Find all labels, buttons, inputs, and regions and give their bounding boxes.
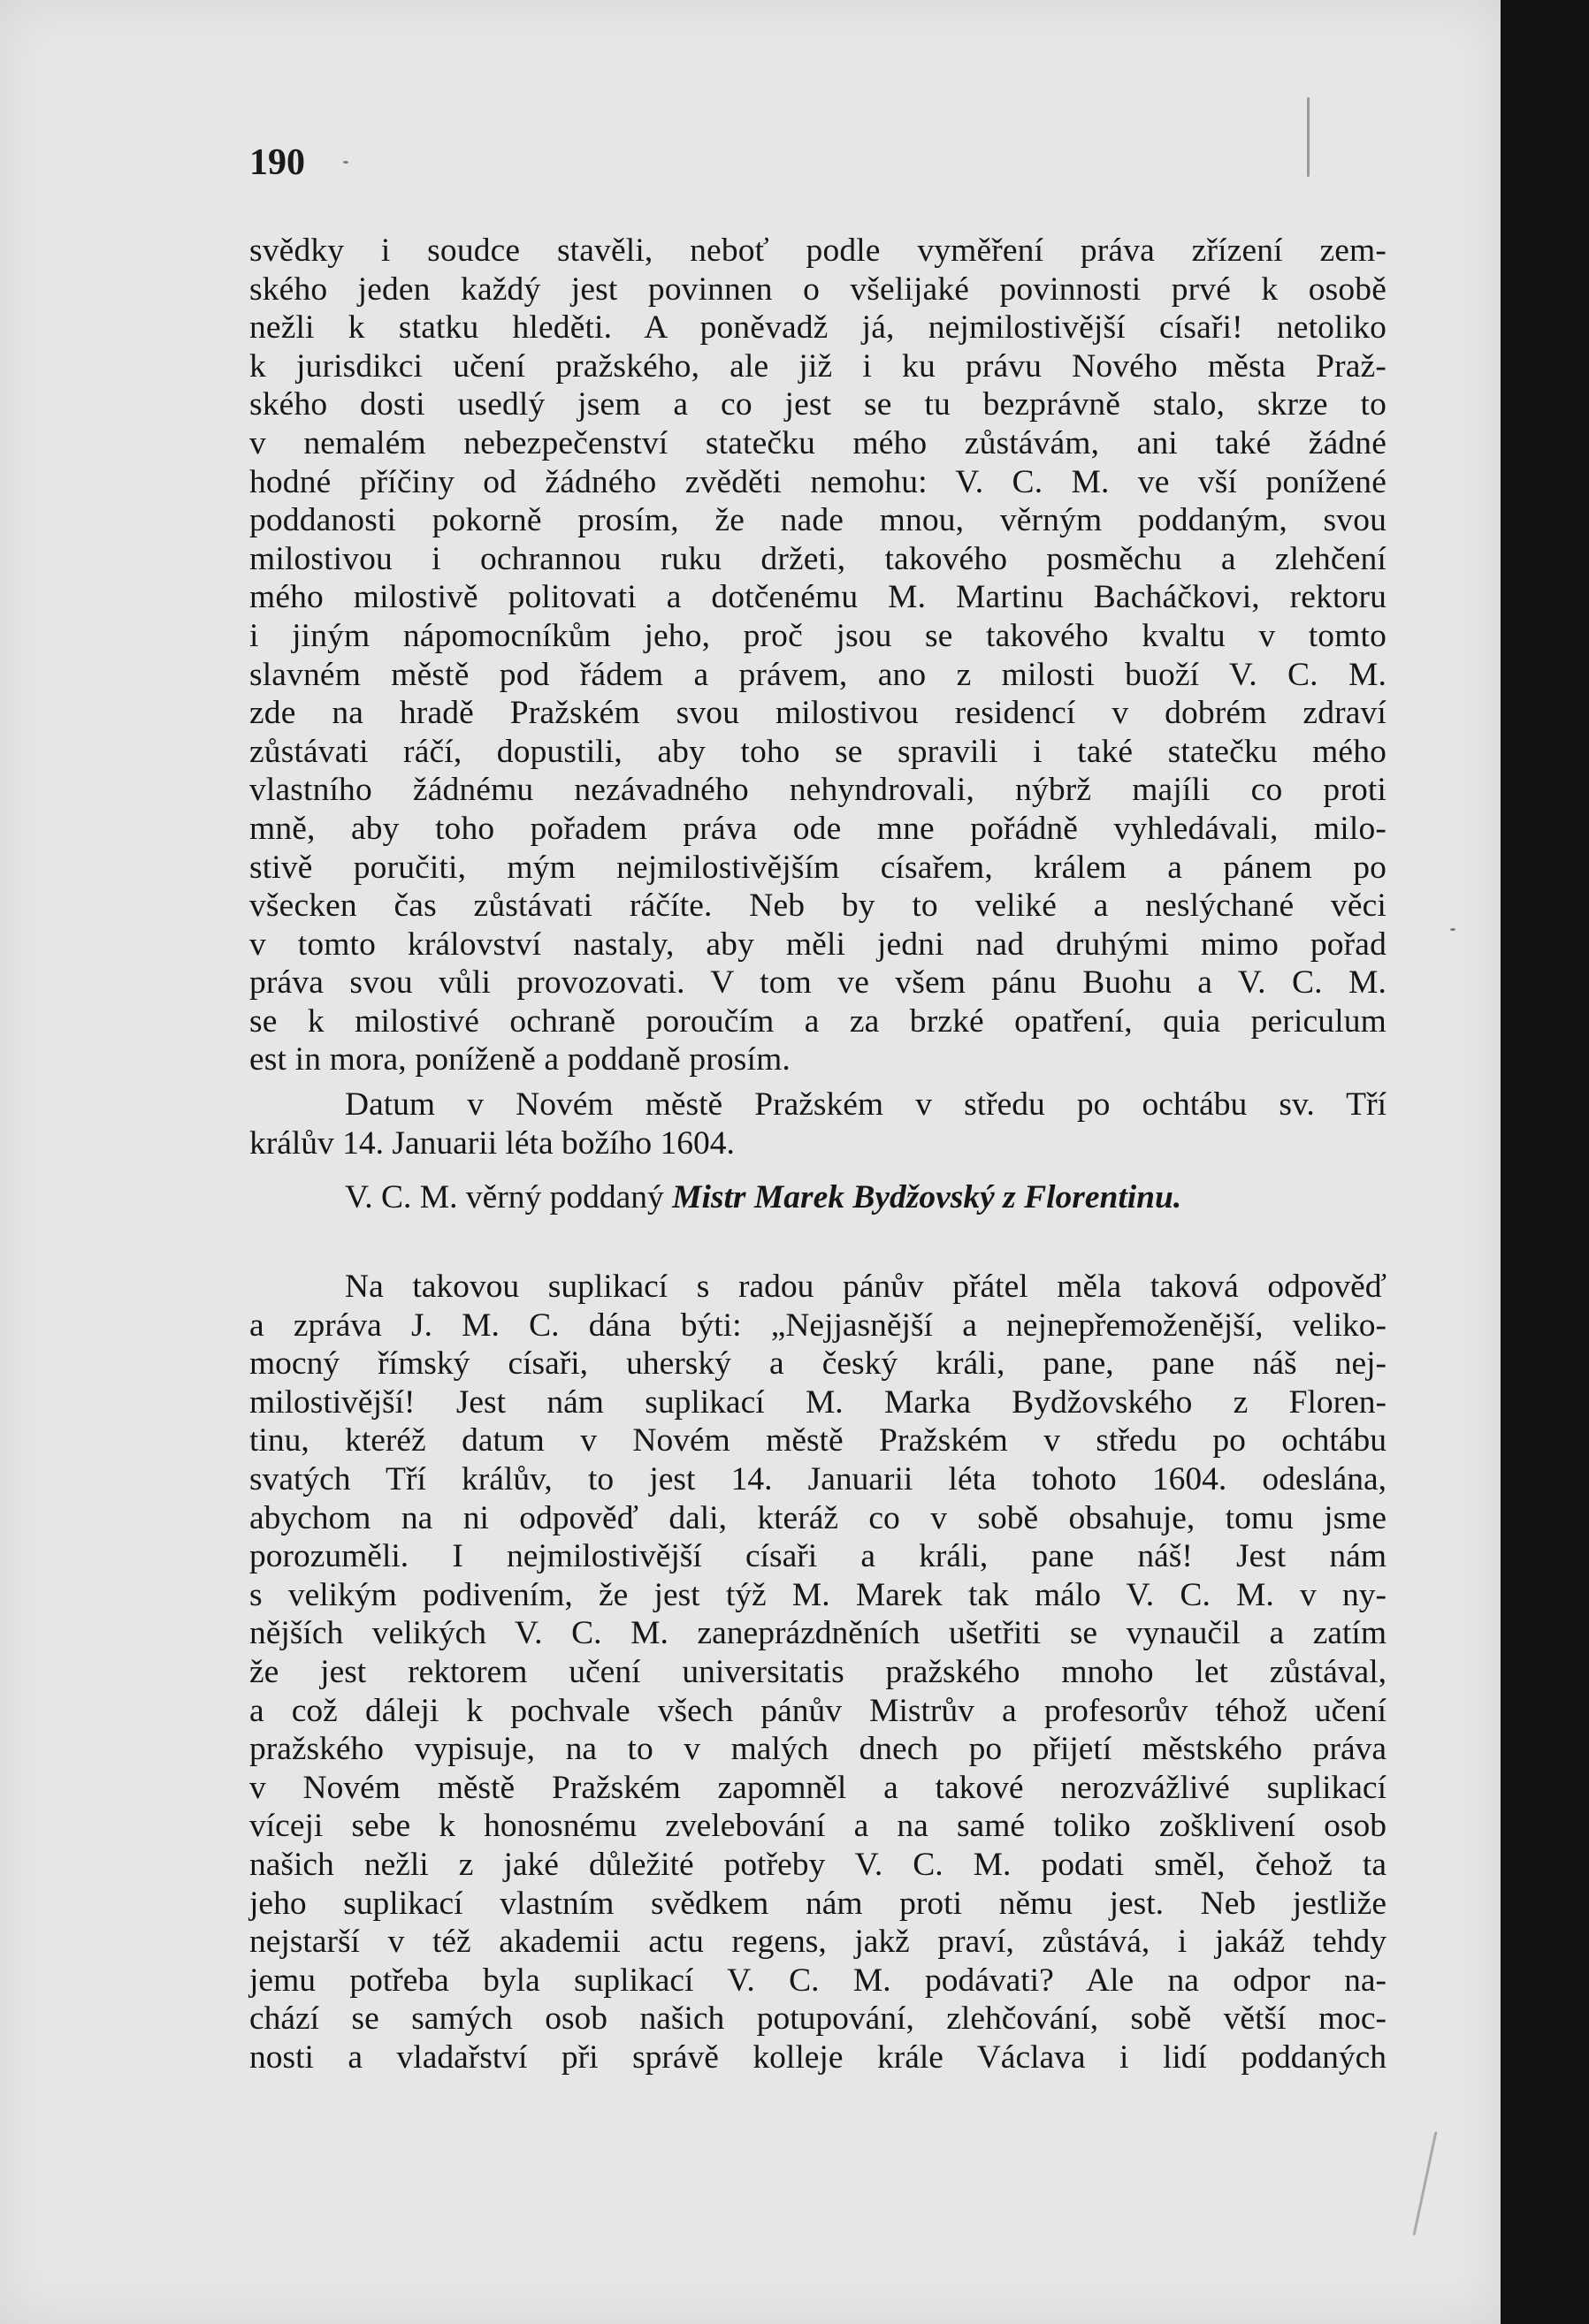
paragraph-2 [249, 1268, 1387, 2076]
text-line: práva svou vůli provozovati. V tom ve všem pánu Buohu a V. C. M. [249, 964, 1387, 1002]
datum-paragraph [249, 1086, 1387, 1162]
text-line: Datum v Novém městě Pražském v středu po ochtábu sv. Tří [345, 1086, 1387, 1123]
text-line: jemu potřeba byla suplikací V. C. M. podávati? Ale na odpor na- [249, 1962, 1387, 1999]
text-line: všecken čas zůstávati ráčíte. Neb by to veliké a neslýchané věci [249, 888, 1387, 925]
text-line: nežli k statku hleděti. A poněvadž já, nejmilostivější císaři! netoliko [249, 309, 1387, 347]
text-line: tinu, kteréž datum v Novém městě Pražském v středu po ochtábu [249, 1422, 1387, 1459]
text-line: našich nežli z jaké důležité potřeby V. C. M. podati směl, čehož ta [249, 1846, 1387, 1883]
text-line: nosti a vladařství při správě kolleje krále Václava i lidí poddaných [249, 2038, 1387, 2076]
text-line: nějších velikých V. C. M. zaneprázdněních ušetřiti se vynaučil a zatím [249, 1615, 1387, 1652]
page-number: 190 [249, 142, 305, 183]
text-line: v Novém městě Pražském zapomněl a takové nerozvážlivé suplikací [249, 1769, 1387, 1806]
signature-prefix: V. C. M. věrný poddaný [345, 1179, 664, 1215]
text-line: k jurisdikci učení pražského, ale již i ku právu Nového města Praž- [249, 347, 1387, 385]
text-line: jeho suplikací vlastním svědkem nám proti němu jest. Neb jestliže [249, 1885, 1387, 1922]
text-line: ského dosti usedlý jsem a co jest se tu bezprávně stalo, skrze to [249, 386, 1387, 423]
text-line: milostivou i ochrannou ruku držeti, takového posměchu a zlehčení [249, 540, 1387, 577]
text-line: pražského vypisuje, na to v malých dnech po přijetí městského práva [249, 1731, 1387, 1768]
text-line: mně, aby toho pořadem práva ode mne pořádně vyhledávali, milo- [249, 810, 1387, 847]
signature-line [345, 1178, 1387, 1217]
text-line: zůstávati ráčí, dopustili, aby toho se spravili i také statečku mého [249, 733, 1387, 770]
text-line: svědky i soudce stavěli, neboť podle vyměření práva zřízení zem- [249, 232, 1387, 269]
text-line: milostivější! Jest nám suplikací M. Marka Bydžovského z Floren- [249, 1383, 1387, 1421]
text-line: porozuměli. I nejmilostivější císaři a králi, pane náš! Jest nám [249, 1538, 1387, 1575]
text-line: a což dáleji k pochvale všech pánův Mistrův a profesorův téhož učení [249, 1692, 1387, 1729]
text-line: abychom na ni odpověď dali, kteráž co v sobě obsahuje, tomu jsme [249, 1499, 1387, 1536]
text-line: v tomto království nastaly, aby měli jedni nad druhými mimo pořad [249, 926, 1387, 963]
scan-speck [1307, 97, 1310, 177]
text-line: slavném městě pod řádem a právem, ano z milosti buoží V. C. M. [249, 656, 1387, 693]
text-line: stivě poručiti, mým nejmilostivějším císařem, králem a pánem po [249, 849, 1387, 886]
text-line: ského jeden každý jest povinnen o všelijaké povinnosti prvé k osobě [249, 270, 1387, 308]
text-line: mocný římský císaři, uherský a český králi, pane, pane náš nej- [249, 1345, 1387, 1383]
scan-speck [1413, 2131, 1438, 2236]
scan-speck [343, 161, 348, 164]
text-line: králův 14. Januarii léta božího 1604. [249, 1124, 735, 1162]
text-line: se k milostivé ochraně poroučím a za brzké opatření, quia periculum [249, 1002, 1387, 1040]
text-line: vlastního žádnému nezávadného nehyndrovali, nýbrž majíli co proti [249, 772, 1387, 809]
text-line: víceji sebe k honosnému zvelebování a na samé toliko zošklivení osob [249, 1808, 1387, 1845]
signature-name: Mistr Marek Bydžovský z Florentinu. [672, 1179, 1182, 1215]
paragraph-1 [249, 232, 1387, 1079]
text-line: že jest rektorem učení universitatis pražského mnoho let zůstával, [249, 1653, 1387, 1690]
text-line: nejstarší v též akademii actu regens, jakž praví, zůstává, i jakáž tehdy [249, 1924, 1387, 1961]
scan-speck [1450, 928, 1455, 931]
scan-dark-edge [1501, 0, 1589, 2324]
text-line: poddanosti pokorně prosím, že nade mnou, věrným poddaným, svou [249, 502, 1387, 539]
text-line: mého milostivě politovati a dotčenému M. Martinu Bacháčkovi, rektoru [249, 579, 1387, 616]
text-line: zde na hradě Pražském svou milostivou residencí v dobrém zdraví [249, 695, 1387, 732]
text-line: Na takovou suplikací s radou pánův přátel měla taková odpověď [345, 1269, 1387, 1305]
text-line: i jiným nápomocníkům jeho, proč jsou se takového kvaltu v tomto [249, 617, 1387, 654]
text-line: s velikým podivením, že jest týž M. Marek tak málo V. C. M. v ny- [249, 1576, 1387, 1613]
text-line: a zpráva J. M. C. dána býti: „Nejjasnější a nejnepřemoženější, veliko- [249, 1307, 1387, 1344]
text-line: v nemalém nebezpečenství statečku mého zůstávám, ani také žádné [249, 424, 1387, 461]
text-line: hodné příčiny od žádného zvěděti nemohu: V. C. M. ve vší ponížené [249, 463, 1387, 500]
text-line: est in mora, poníženě a poddaně prosím. [249, 1041, 791, 1078]
text-line: svatých Tří králův, to jest 14. Januarii léta tohoto 1604. odeslána, [249, 1460, 1387, 1497]
text-line: chází se samých osob našich potupování, zlehčování, sobě větší moc- [249, 2000, 1387, 2038]
